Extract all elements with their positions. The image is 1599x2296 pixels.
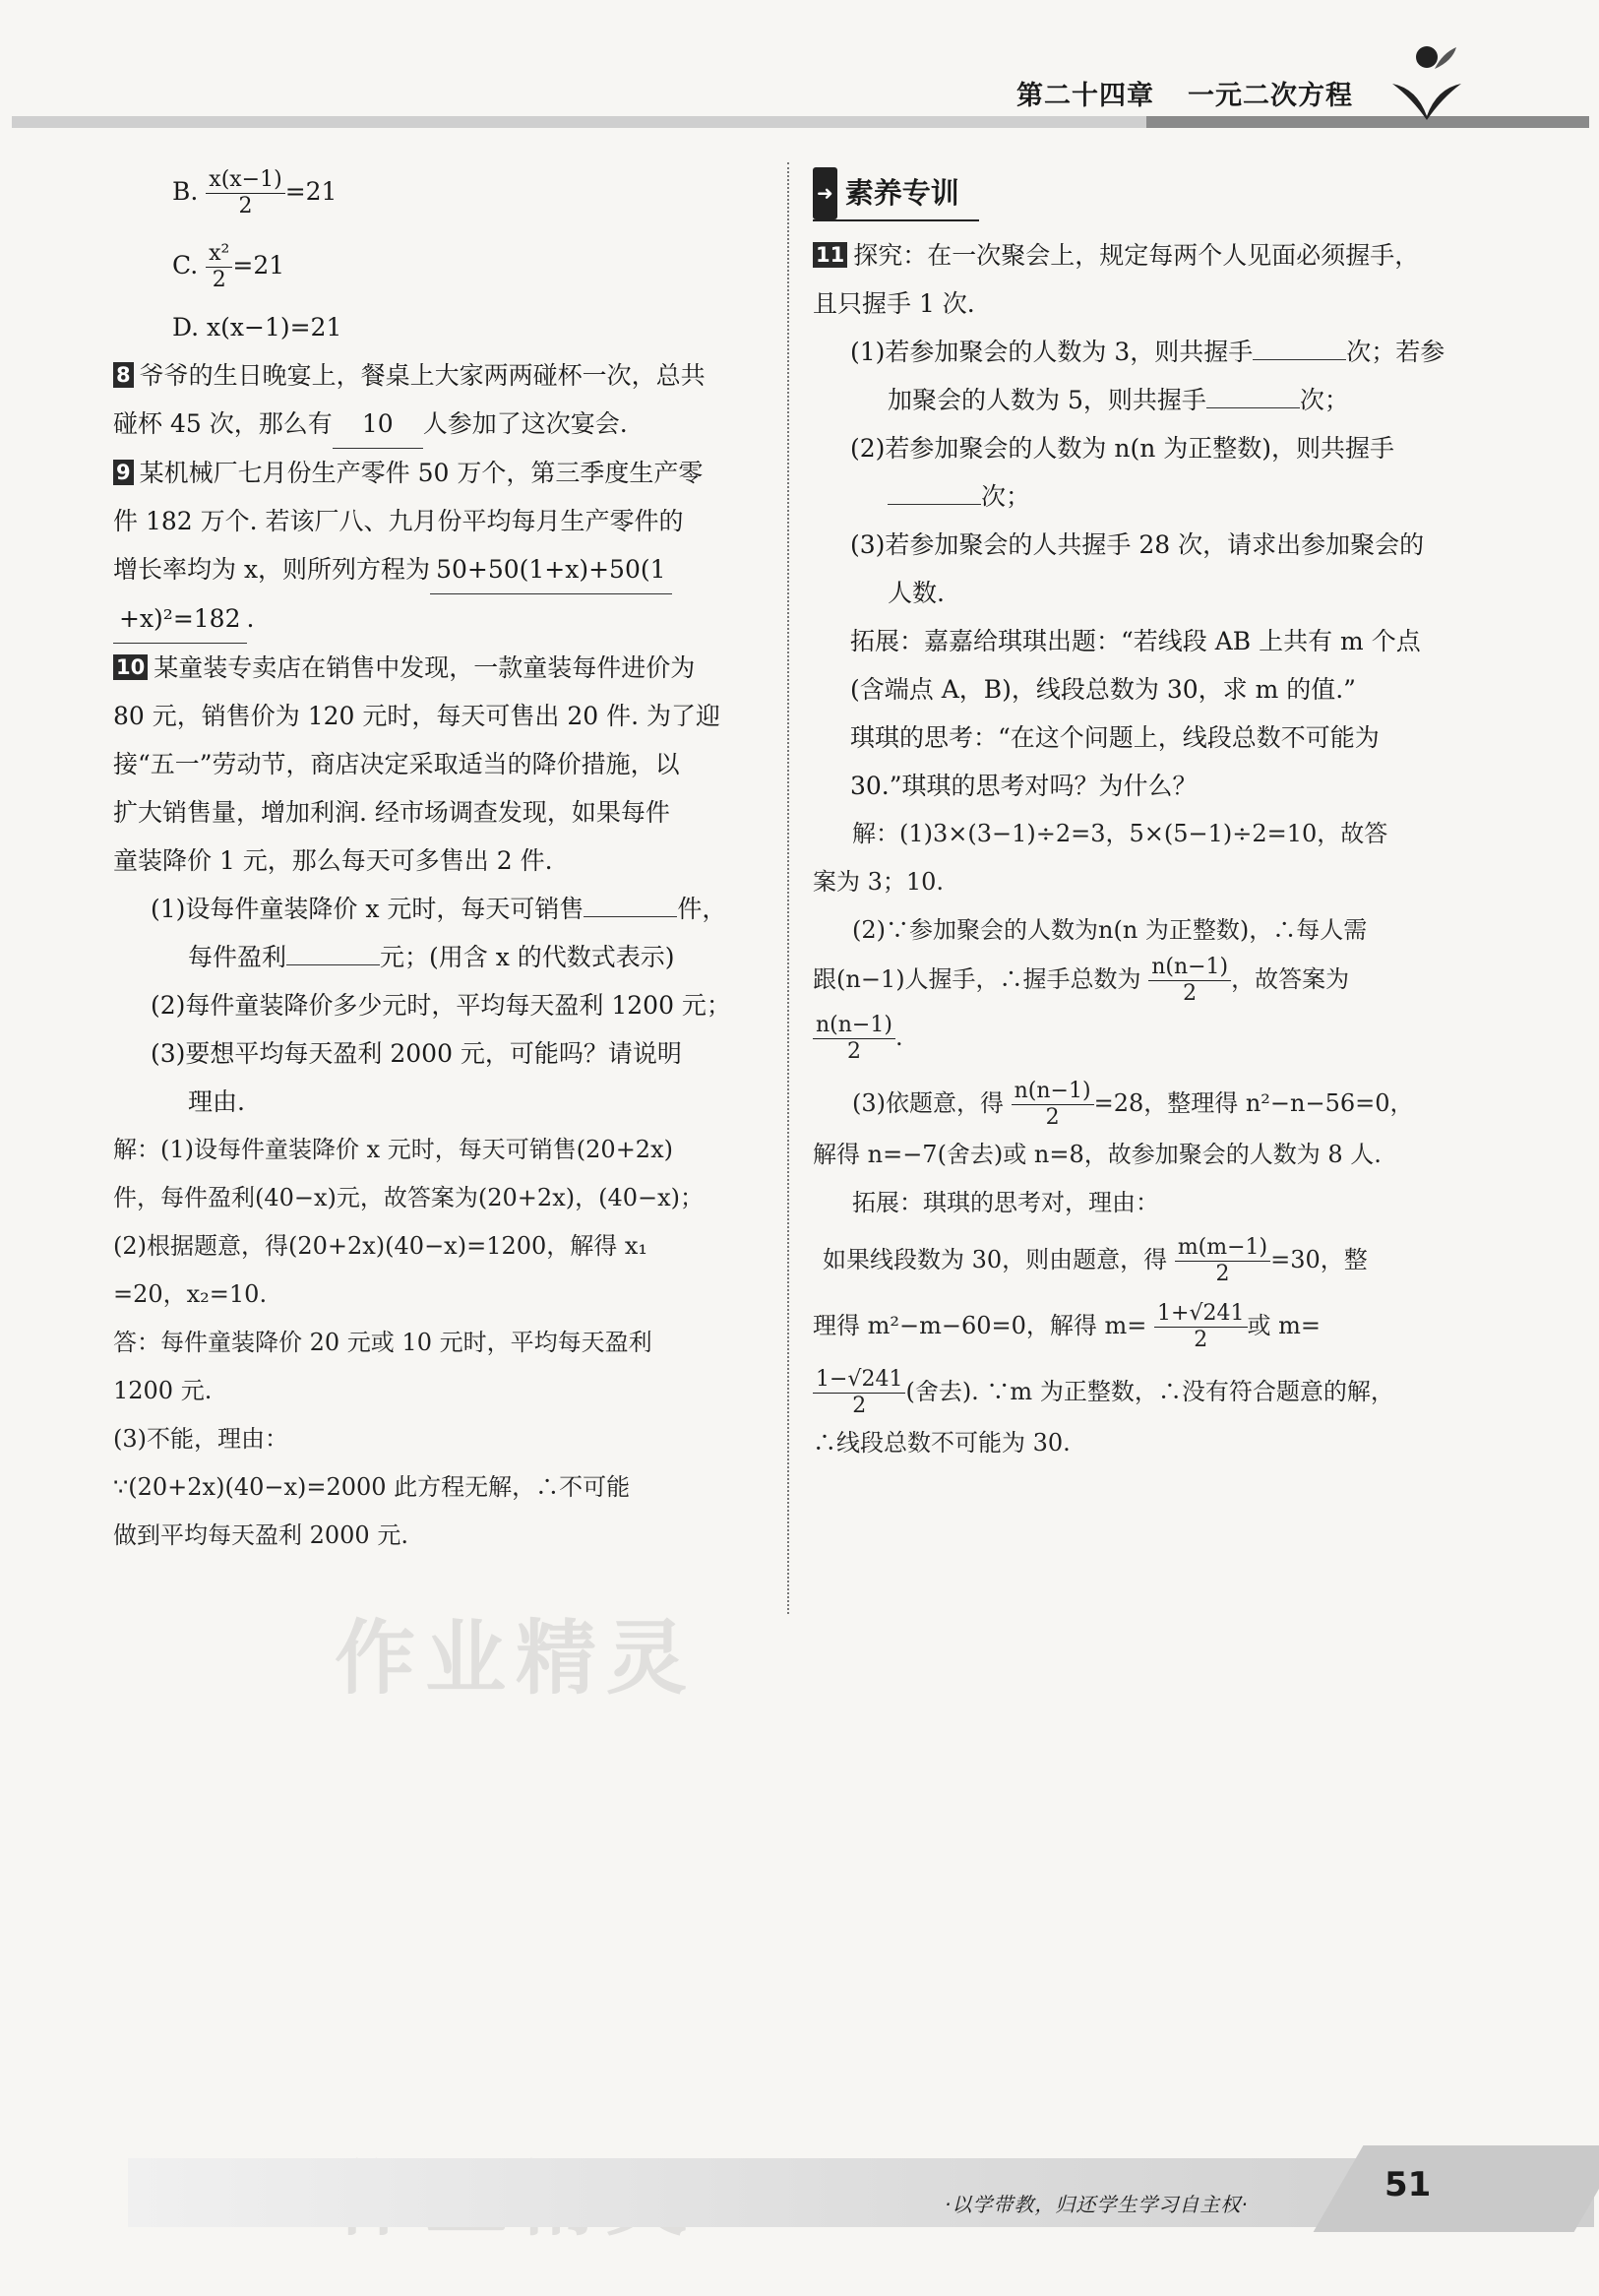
answer-blank: +x)²=182 [113,594,247,644]
answer-blank [1206,407,1300,408]
extension-prompt: 拓展：嘉嘉给琪琪出题：“若线段 AB 上共有 m 个点 (含端点 A，B)，线段总数为 30，求 m 的值.” 琪琪的思考：“在这个问题上，线段总数不可能为 30.”琪琪的思考对吗？为什么？ [850,627,1421,800]
q10-solution: 解：(1)设每件童装降价 x 元时，每天可销售(20+2x) 件，每件盈利(40−x)元，故答案为(20+2x)，(40−x)； (2)根据题意，得(20+2x)(40−x)=1200，解得 x₁ =20，x₂=10. 答：每件童装降价 20 元或 10 元时，平均每天盈利 1200 元. (3)不能，理由： ∵(20+2x)(40−x)=2000 此方程无解，∴不可能 做到平均每天盈利 2000 元. [113,1136,704,1549]
question-10: 10 某童装专卖店在销售中发现，一款童装每件进价为 80 元，销售价为 120 元时，每天可售出 20 件. 为了迎 接“五一”劳动节，商店决定采取适当的降价措施，以 扩大销售量，增加利润. 经市场调查发现，如果每件 童装降价 1 元，那么每天可多售出 2 件. (1)设每件童装降价 x 元时，每天可销售 件， 每件盈利 元；(用含 x 的代数式表示) (2)每件童装降价多少元时，平均每天盈利 1200 元； (3)要想平均每天盈利 2000 元，可能吗？请说明 理由. [113,644,772,1126]
q11-part-1b: 加聚会的人数为 5，则共握手 次； [888,386,1349,414]
book-logo-icon [1387,39,1464,123]
answer-blank [1253,359,1346,360]
fraction: $\frac{n(n-1)}{2}$ [1012,1079,1094,1131]
answer-blank [584,916,677,917]
watermark: 作业精灵 [335,1612,698,1706]
fraction: $\frac{1-√241}{2}$ [813,1367,905,1419]
footer-accent [1314,2145,1599,2232]
left-column [113,167,772,1560]
q11-part-2b: 次； [813,472,1467,521]
option-c: C. $\frac{\text{x²}}{2}$ =21 [172,241,285,292]
fraction: $\frac{1+√241}{2}$ [1154,1301,1247,1353]
answer-blank [888,504,981,505]
page-number: 51 [1384,2165,1432,2204]
q10-part-1b: 每件盈利 元；(用含 x 的代数式表示) [188,943,675,971]
question-8: 8 爷爷的生日晚宴上，餐桌上大家两两碰杯一次，总共 碰杯 45 次，那么有 10 人参加了这次宴会. [113,351,772,449]
q10-part-2: (2)每件童装降价多少元时，平均每天盈利 1200 元； [151,991,731,1020]
question-number: 9 [113,460,134,485]
question-number: 8 [113,362,134,388]
chapter-title: 一元二次方程 [1188,81,1353,111]
q10-part-1: (1)设每件童装降价 x 元时，每天可销售 件， [151,895,727,923]
option-d: D. x(x−1)=21 [172,313,342,341]
answer-blank [286,964,380,965]
q11-part-3b: 人数. [888,579,945,607]
answer-blank: 50+50(1+x)+50(1 [430,545,671,594]
question-11: 11 探究：在一次聚会上，规定每两个人见面必须握手， 且只握手 1 次. (1)若参加聚会的人数为 3，则共握手 次；若参 加聚会的人数为 5，则共握手 次； (2)若参加聚会的人数为 n(n 为正整数)，则共握手 次； (3)若参加聚会的人共握手 28 次，请求出参加聚会的 人数. 拓展：嘉嘉给琪琪出题：“若线段 AB 上共有 m 个点 (含端点 A，B)，线段总数为 30，求 m 的值.” 琪琪的思考：“在这个问题上，线段总数不可能为 30.”琪琪的思考对吗？为什么？ [813,231,1467,810]
q10-part-3b: 理由. [188,1087,245,1116]
option-b: B. $\frac{x(x-1)}{2}$ =21 [172,167,338,218]
fraction: $\frac{n(n-1)}{2}$ [1148,955,1231,1007]
fraction: $\frac{m(m-1)}{2}$ [1175,1235,1270,1287]
answer-blank: 10 [333,400,423,449]
q11-part-3: (3)若参加聚会的人共握手 28 次，请求出参加聚会的 [850,530,1425,559]
option-c-fraction: $\frac{\text{x²}}{2}$ [206,241,232,293]
header-rule-dark [1146,116,1589,128]
fraction: $\frac{n(n-1)}{2}$ [813,1013,895,1065]
right-column [813,167,1467,1467]
chapter-number: 第二十四章 [1016,81,1154,111]
q11-part-1: (1)若参加聚会的人数为 3，则共握手 次；若参 [850,338,1445,366]
option-b-fraction: $\frac{x(x-1)}{2}$ [206,167,284,219]
section-heading: ➜ 素养专训 [813,167,979,221]
q11-part-2: (2)若参加聚会的人数为 n(n 为正整数)，则共握手 [850,434,1395,463]
chapter-header [1016,74,1353,112]
column-divider [787,162,789,1614]
question-9: 9 某机械厂七月份生产零件 50 万个，第三季度生产零 件 182 万个. 若该厂八、九月份平均每月生产零件的 增长率均为 x，则所列方程为 50+50(1+x)+50(1 +x)²=182 . [113,449,772,644]
question-number: 11 [813,242,847,268]
question-number: 10 [113,654,148,680]
footer-motto: ·以学带教，归还学生学习自主权· [945,2193,1249,2216]
arrow-icon: ➜ [813,167,837,219]
q10-part-3: (3)要想平均每天盈利 2000 元，可能吗？请说明 [151,1039,682,1068]
q11-solution: 解：(1)3×(3−1)÷2=3，5×(5−1)÷2=10，故答 案为 3；10. (2)∵参加聚会的人数为n(n 为正整数)，∴每人需 跟(n−1)人握手，∴握手总数为 $\frac{n(n-1)}{2}$ ，故答案为 $\frac{n(n-1)}{2}$ . (3)依题意，得 $\frac{n(n-1)}{2}$ =28，整理得 n²−n−56=0， 解得 n=−7(舍去)或 n=8，故参加聚会的人数为 8 人. 拓展：琪琪的思考对，理由： 如果线段数为 30，则由题意，得 $\frac{m(m-1)}{2}$ =30，整 理得 m²−m−60=0，解得 m= $\frac{1+√241}{2}$ 或 m= $\frac{1-√241}{2}$ (舍去). ∵m 为正整数，∴没有符合题意的解， ∴线段总数不可能为 30. [813,820,1414,1457]
